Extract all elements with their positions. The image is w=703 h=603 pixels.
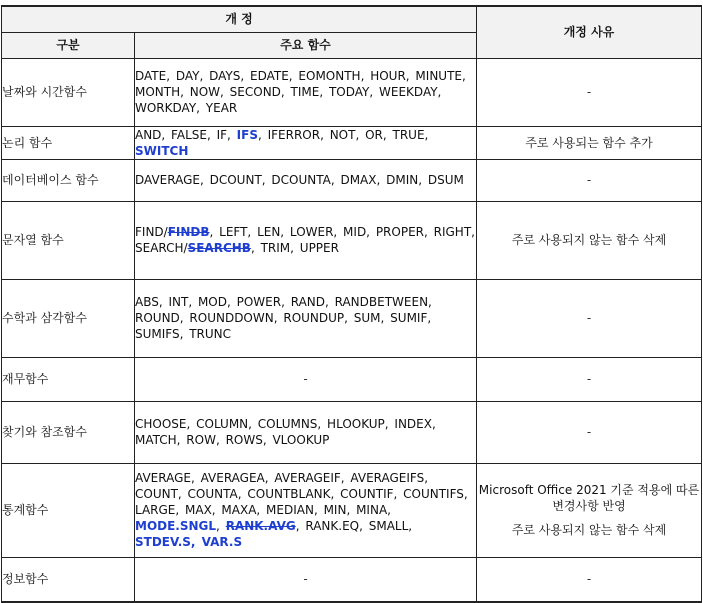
functions-text: ,	[216, 519, 226, 533]
reason-cell: -	[477, 357, 702, 401]
category-cell: 논리 함수	[2, 126, 135, 159]
functions-text: , RANK.EQ, SMALL,	[295, 519, 413, 533]
functions-header: 주요 함수	[135, 32, 477, 58]
category-cell: 찾기와 참조함수	[2, 401, 135, 463]
category-cell: 수학과 삼각함수	[2, 279, 135, 357]
deleted-function: RANK.AVG	[225, 519, 296, 533]
table-row	[2, 557, 702, 602]
reason-cell	[477, 463, 702, 557]
reason-spacer	[477, 514, 701, 522]
reason-cell: -	[477, 401, 702, 463]
category-cell: 데이터베이스 함수	[2, 159, 135, 201]
functions-text: , LEFT, LEN, LOWER, MID, PROPER, RIGHT, SEARCH/	[135, 225, 475, 255]
added-function: STDEV.S, VAR.S	[135, 535, 243, 549]
table-row	[2, 159, 702, 201]
reason-text: Microsoft Office 2021 기준 적용에 따른 변경사항 반영	[478, 483, 700, 513]
added-function: MODE.SNGL	[135, 519, 217, 533]
functions-cell: DAVERAGE, DCOUNT, DCOUNTA, DMAX, DMIN, DSUM	[135, 159, 477, 201]
functions-text: AND, FALSE, IF,	[135, 127, 237, 142]
category-cell: 통계함수	[2, 463, 135, 557]
table-row	[2, 401, 702, 463]
category-cell: 날짜와 시간함수	[2, 58, 135, 126]
added-function: IFS	[236, 127, 258, 142]
functions-text: , TRIM, UPPER	[250, 241, 339, 255]
category-cell: 재무함수	[2, 357, 135, 401]
category-cell: 문자열 함수	[2, 201, 135, 279]
deleted-function: SEARCHB	[187, 241, 251, 255]
table-row	[2, 58, 702, 126]
revision-table	[1, 5, 702, 603]
functions-cell	[135, 201, 477, 279]
reason-cell: -	[477, 58, 702, 126]
reason-cell: -	[477, 557, 702, 602]
table-row	[2, 357, 702, 401]
table-row	[2, 463, 702, 557]
functions-text: FIND/	[135, 225, 168, 239]
functions-cell: ABS, INT, MOD, POWER, RAND, RANDBETWEEN, ROUND, ROUNDDOWN, ROUNDUP, SUM, SUMIF, SUMIFS, TRUNC	[135, 279, 477, 357]
category-cell: 정보함수	[2, 557, 135, 602]
revision-header: 개 정	[2, 6, 477, 32]
table-row	[2, 126, 702, 159]
functions-cell: CHOOSE, COLUMN, COLUMNS, HLOOKUP, INDEX, MATCH, ROW, ROWS, VLOOKUP	[135, 401, 477, 463]
reason-cell: -	[477, 279, 702, 357]
deleted-function: FINDB	[167, 225, 210, 239]
category-header: 구분	[2, 32, 135, 58]
functions-cell: DATE, DAY, DAYS, EDATE, EOMONTH, HOUR, MINUTE, MONTH, NOW, SECOND, TIME, TODAY, WEEKDAY, WORKDAY, YEAR	[135, 58, 477, 126]
reason-text: 주로 사용되지 않는 함수 삭제	[511, 523, 667, 537]
functions-text: , IFERROR, NOT, OR, TRUE,	[257, 127, 429, 142]
table-row	[2, 279, 702, 357]
functions-cell: -	[135, 357, 477, 401]
reason-header: 개정 사유	[477, 6, 702, 58]
functions-cell	[135, 463, 477, 557]
reason-cell: 주로 사용되지 않는 함수 삭제	[477, 201, 702, 279]
functions-cell	[135, 126, 477, 159]
functions-cell: -	[135, 557, 477, 602]
reason-cell: -	[477, 159, 702, 201]
added-function: SWITCH	[135, 143, 189, 158]
reason-cell: 주로 사용되는 함수 추가	[477, 126, 702, 159]
table-row	[2, 201, 702, 279]
functions-text: AVERAGE, AVERAGEA, AVERAGEIF, AVERAGEIFS, COUNT, COUNTA, COUNTBLANK, COUNTIF, COUNTIFS, LARGE, MAX, MAXA, MEDIAN, MIN, MINA,	[135, 471, 468, 517]
